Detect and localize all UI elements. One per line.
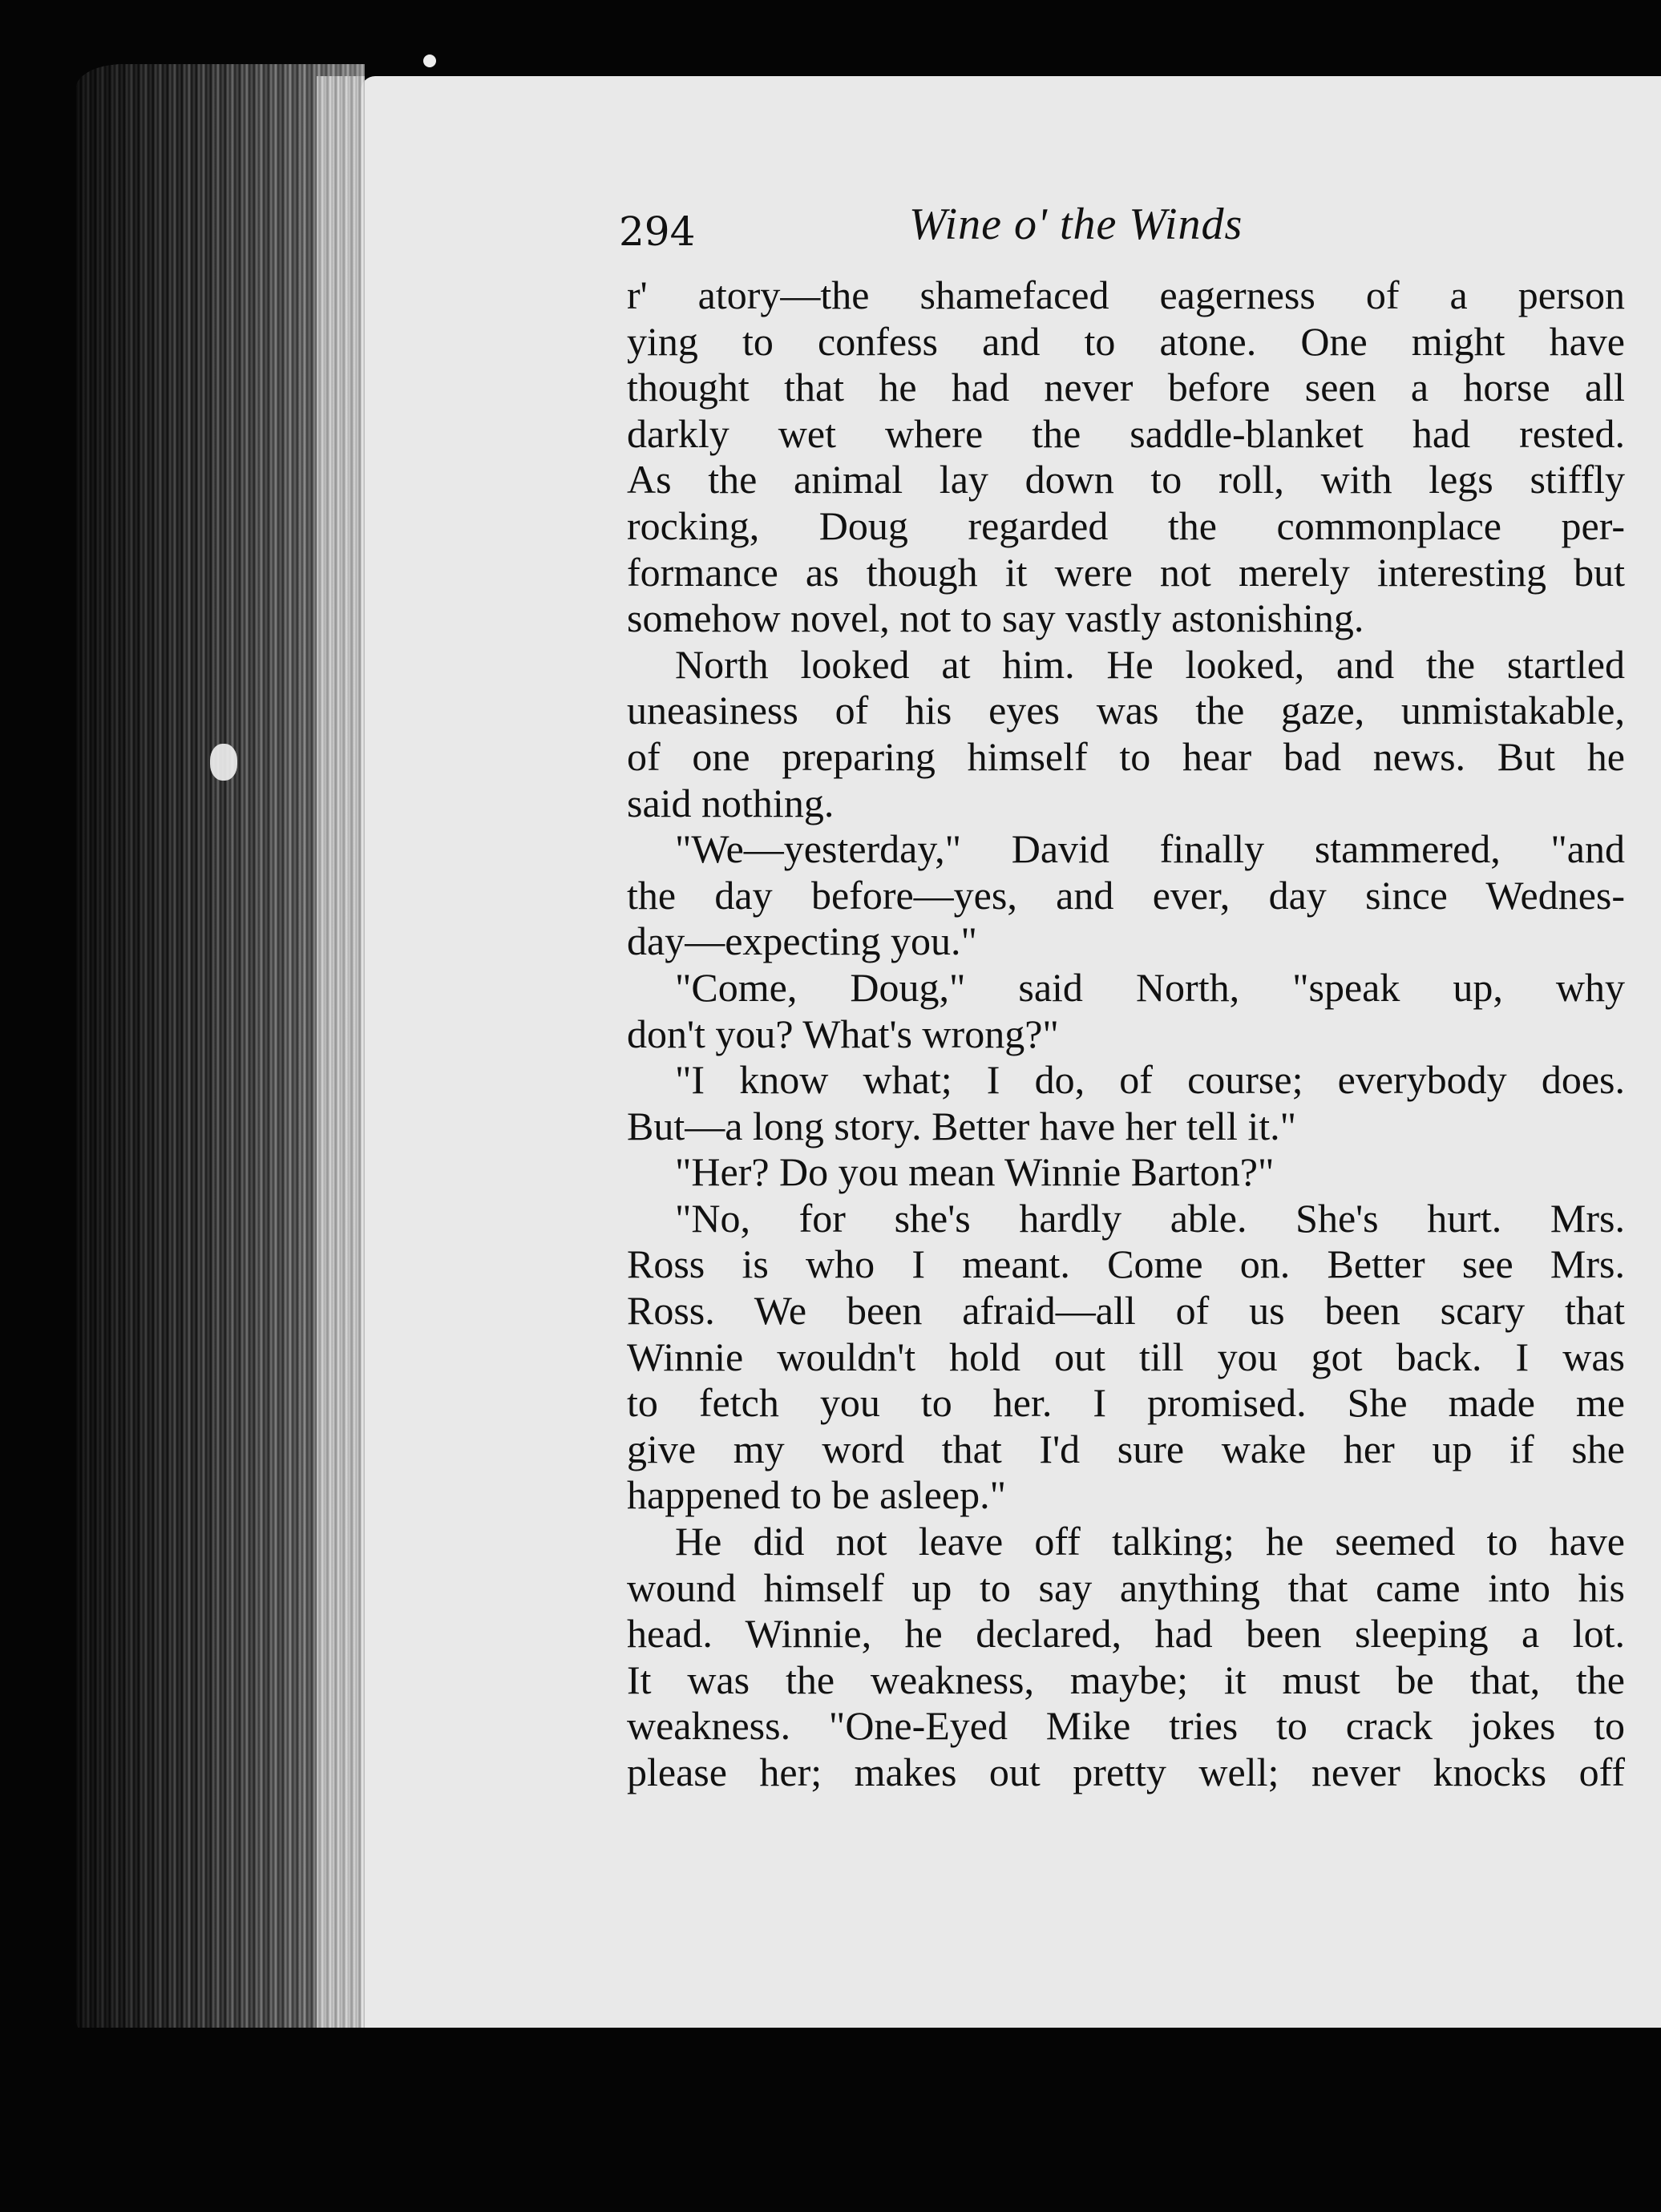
text-line: day—expecting you." [627, 918, 977, 964]
text-line: weakness. "One-Eyed Mike tries to crack jokes to [627, 1703, 1625, 1749]
text-line: uneasiness of his eyes was the gaze, unmistakable, [627, 688, 1625, 733]
text-line: darkly wet where the saddle-blanket had rested. [627, 410, 1625, 456]
bottom-shadow [76, 2028, 1661, 2212]
text-line: rocking, Doug regarded the commonplace per- [627, 503, 1625, 548]
text-line: Ross. We been afraid—all of us been scary that [627, 1288, 1625, 1334]
text-line: the day before—yes, and ever, day since Wednes- [627, 872, 1625, 918]
text-line: "Her? Do you mean Winnie Barton?" [675, 1149, 1275, 1195]
text-line: head. Winnie, he declared, had been sleeping a lot. [627, 1611, 1625, 1657]
text-line: As the animal lay down to roll, with legs stiffly [627, 457, 1625, 503]
scan-blot [210, 744, 237, 781]
text-line: somehow novel, not to say vastly astonishing. [627, 595, 1364, 641]
text-line: happened to be asleep." [627, 1472, 1006, 1518]
running-head [619, 199, 1621, 263]
page-edge-highlight [317, 76, 365, 2032]
text-line: "Come, Doug," said North, "speak up, why [675, 964, 1625, 1010]
text-line: don't you? What's wrong?" [627, 1011, 1059, 1056]
scan-speck [423, 54, 436, 67]
text-line: North looked at him. He looked, and the startled [675, 641, 1625, 687]
text-line: to fetch you to her. I promised. She made me [627, 1380, 1625, 1426]
text-line: formance as though it were not merely interesting but [627, 549, 1625, 595]
text-line: But—a long story. Better have her tell it." [627, 1103, 1297, 1148]
body-text [627, 272, 1625, 1796]
text-line: of one preparing himself to hear bad news. But he [627, 733, 1625, 779]
text-line: please her; makes out pretty well; never knocks off [627, 1750, 1625, 1794]
text-line: wound himself up to say anything that came into his [627, 1564, 1625, 1610]
page-number: 294 [619, 208, 696, 255]
text-line: said nothing. [627, 780, 835, 825]
text-line: ying to confess and to atone. One might have [627, 318, 1625, 364]
text-line: "We—yesterday," David finally stammered, "and [675, 826, 1625, 872]
text-line: "No, for she's hardly able. She's hurt. Mrs. [675, 1195, 1625, 1241]
text-line: Ross is who I meant. Come on. Better see Mrs. [627, 1241, 1625, 1287]
text-line: thought that he had never before seen a horse all [627, 365, 1625, 410]
text-line: It was the weakness, maybe; it must be that, the [627, 1657, 1625, 1702]
text-line: r' atory—the shamefaced eagerness of a person [627, 272, 1625, 317]
running-title: Wine o' the Winds [909, 200, 1243, 249]
text-line: He did not leave off talking; he seemed to have [675, 1519, 1625, 1564]
text-line: Winnie wouldn't hold out till you got back. I was [627, 1334, 1625, 1379]
text-line: "I know what; I do, of course; everybody does. [675, 1057, 1625, 1103]
text-line: give my word that I'd sure wake her up if she [627, 1426, 1625, 1471]
